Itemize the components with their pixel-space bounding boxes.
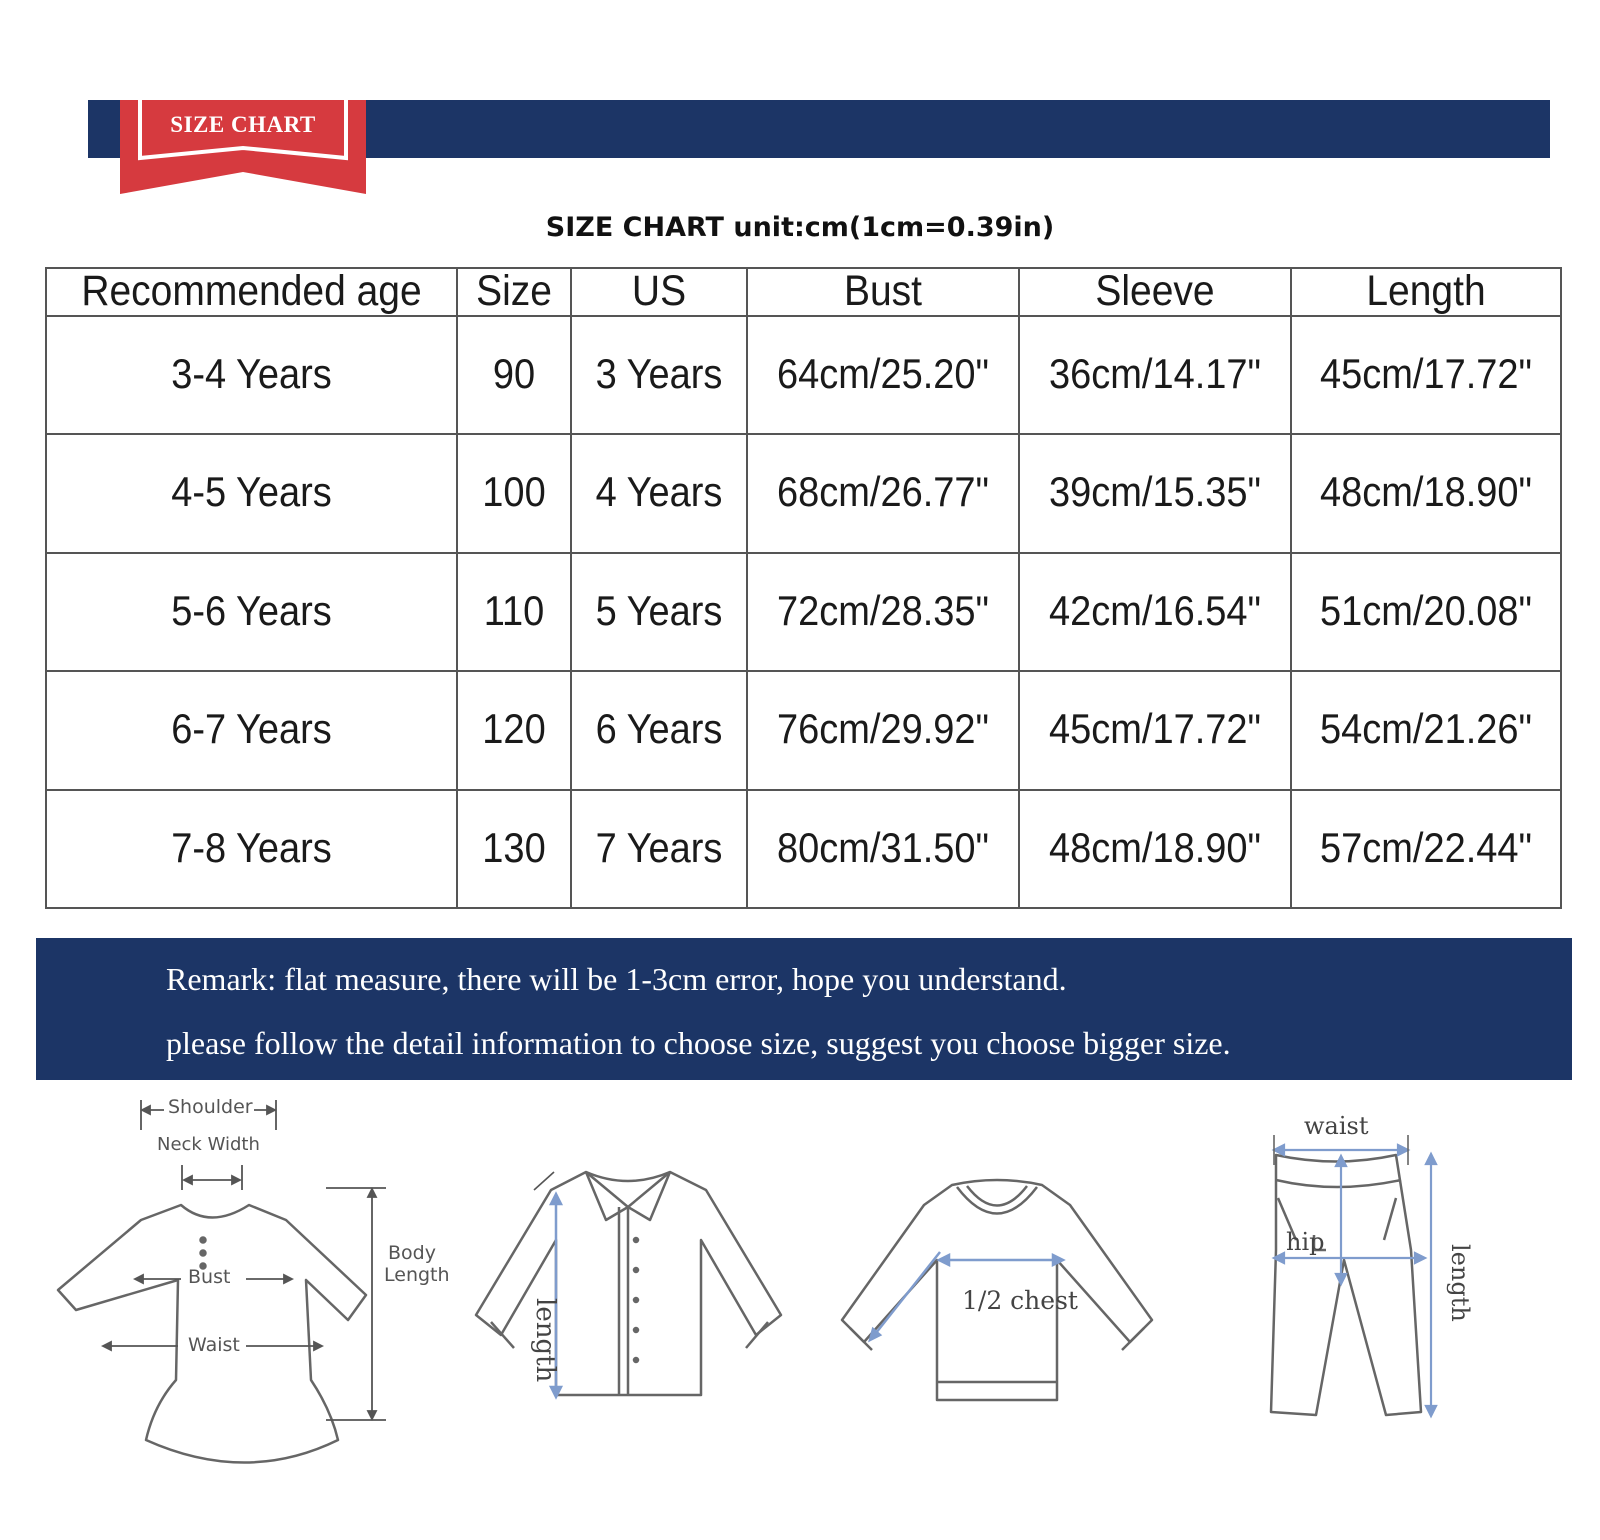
cell-us: 4 Years: [571, 428, 747, 558]
cell-us: 6 Years: [571, 665, 747, 795]
cell-age: 7-8 Years: [46, 784, 457, 914]
ribbon-label: SIZE CHART: [170, 112, 316, 137]
cell-sleeve: 39cm/15.35": [1019, 428, 1291, 558]
cell-bust: 80cm/31.50": [747, 784, 1019, 914]
cell-sleeve: 36cm/14.17": [1019, 310, 1291, 440]
header-bust: Bust: [747, 266, 1019, 319]
table-row: [46, 553, 1561, 671]
cell-age: 6-7 Years: [46, 665, 457, 795]
table-row: [46, 316, 1561, 434]
cell-us: 3 Years: [571, 310, 747, 440]
cell-sleeve: 48cm/18.90": [1019, 784, 1291, 914]
cell-length: 51cm/20.08": [1291, 547, 1561, 677]
sweater-diagram: [822, 1090, 1202, 1530]
header-recommended-age: Recommended age: [46, 266, 457, 319]
cell-bust: 64cm/25.20": [747, 310, 1019, 440]
cell-bust: 72cm/28.35": [747, 547, 1019, 677]
shoulder-label: Shoulder: [168, 1096, 253, 1118]
pants-outline-icon: [1216, 1090, 1536, 1530]
pants-length-label: length: [1446, 1244, 1474, 1322]
cell-size: 130: [457, 784, 571, 914]
header-sleeve: Sleeve: [1019, 266, 1291, 319]
shirt-outline-icon: [456, 1090, 816, 1530]
pants-hip-label: hip: [1286, 1228, 1325, 1256]
cell-sleeve: 45cm/17.72": [1019, 665, 1291, 795]
table-row: [46, 434, 1561, 552]
cell-age: 5-6 Years: [46, 547, 457, 677]
cell-size: 110: [457, 547, 571, 677]
chart-caption: SIZE CHART unit:cm(1cm=0.39in): [545, 212, 1055, 243]
cell-size: 100: [457, 428, 571, 558]
waist-label: Waist: [188, 1334, 240, 1356]
pants-waist-label: waist: [1304, 1112, 1369, 1140]
measurement-diagrams: [36, 1090, 1572, 1530]
cell-length: 48cm/18.90": [1291, 428, 1561, 558]
cell-age: 3-4 Years: [46, 310, 457, 440]
shirt-length-label: length: [530, 1298, 560, 1383]
header-size: Size: [457, 266, 571, 319]
remark-line-1: Remark: flat measure, there will be 1-3cm error, hope you understand.: [166, 961, 1067, 997]
cell-size: 120: [457, 665, 571, 795]
size-chart-ribbon: [120, 100, 366, 194]
cell-age: 4-5 Years: [46, 428, 457, 558]
dress-outline-icon: [36, 1090, 466, 1530]
table-row: [46, 671, 1561, 789]
cell-us: 7 Years: [571, 784, 747, 914]
bust-label: Bust: [188, 1266, 231, 1288]
cell-bust: 76cm/29.92": [747, 665, 1019, 795]
cell-sleeve: 42cm/16.54": [1019, 547, 1291, 677]
length-label: Length: [384, 1264, 450, 1286]
cell-length: 54cm/21.26": [1291, 665, 1561, 795]
size-table: [45, 267, 1562, 909]
pants-diagram: [1216, 1090, 1536, 1530]
remark-line-2: please follow the detail information to choose size, suggest you choose bigger size.: [166, 1025, 1231, 1061]
cell-bust: 68cm/26.77": [747, 428, 1019, 558]
cell-size: 90: [457, 310, 571, 440]
header-length: Length: [1291, 266, 1561, 319]
cell-us: 5 Years: [571, 547, 747, 677]
remark-box: [36, 938, 1572, 1080]
body-label: Body: [388, 1242, 436, 1264]
cell-length: 57cm/22.44": [1291, 784, 1561, 914]
dress-diagram: [36, 1090, 466, 1530]
header-us: US: [571, 266, 747, 319]
neck-width-label: Neck Width: [157, 1134, 260, 1155]
table-header-row: [46, 268, 1561, 316]
half-chest-label: 1/2 chest: [962, 1286, 1078, 1315]
table-row: [46, 790, 1561, 908]
shirt-diagram: [456, 1090, 816, 1530]
cell-length: 45cm/17.72": [1291, 310, 1561, 440]
